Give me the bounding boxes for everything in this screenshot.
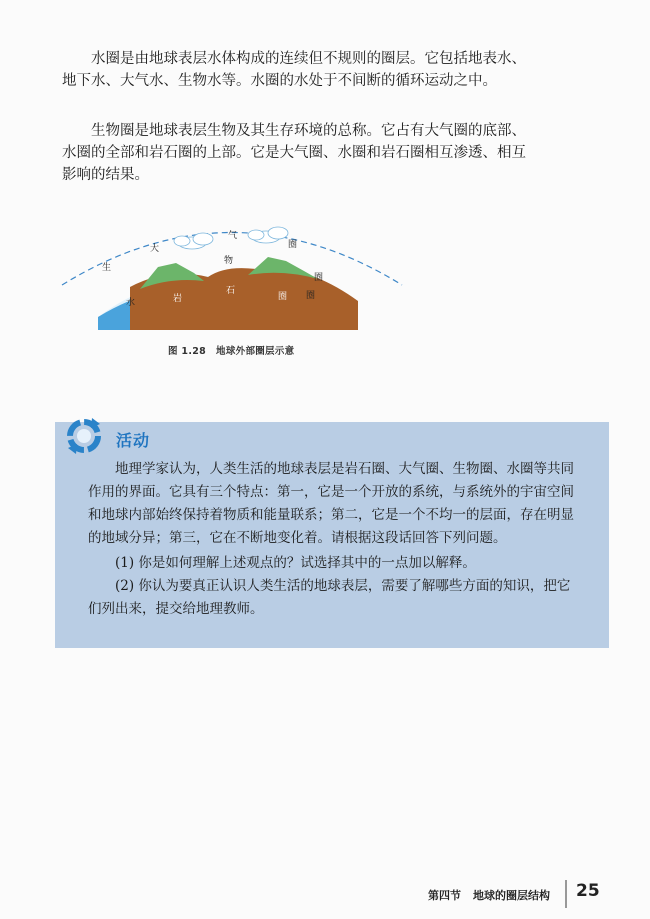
label-atmosphere-3: 圈 xyxy=(288,240,298,250)
label-biosphere-3: 圈 xyxy=(314,273,324,283)
footer-divider xyxy=(565,880,567,908)
label-lithosphere-3: 圈 xyxy=(278,292,288,302)
label-hydrosphere-1: 水 xyxy=(126,298,136,308)
page-number: 25 xyxy=(576,881,600,901)
paragraph-biosphere: 生物圈是地球表层生物及其生存环境的总称。它占有大气圈的底部、水圈的全部和岩石圈的上部。它是大气圈、水圈和岩石圈相互渗透、相互影响的结果。 xyxy=(62,123,526,183)
figure-number: 图 1.28 xyxy=(168,346,207,357)
label-lithosphere-1: 岩 xyxy=(173,294,183,304)
activity-title: 活动 xyxy=(116,431,151,450)
footer-chapter-title: 地球的圈层结构 xyxy=(473,889,550,902)
footer-section-number: 第四节 xyxy=(428,889,461,902)
label-hydrosphere-2: 圈 xyxy=(306,291,316,301)
footer-section-title xyxy=(428,887,562,903)
figure-caption xyxy=(168,343,304,357)
activity-intro: 地理学家认为，人类生活的地球表层是岩石圈、大气圈、生物圈、水圈等共同作用的界面。它具有三个特点：第一，它是一个开放的系统，与系统外的宇宙空间和地球内部始终保持着物质和能量联系；第二，它是一个不均一的层面，存在明显的地域分异；第三，它在不断地变化着。请根据这段话回答下列问题。 xyxy=(88,461,574,546)
label-biosphere-2: 物 xyxy=(224,256,234,266)
activity-question-1: (1) 你是如何理解上述观点的？试选择其中的一点加以解释。 xyxy=(115,555,476,571)
label-atmosphere-1: 大 xyxy=(150,244,160,254)
label-lithosphere-2: 石 xyxy=(226,286,236,296)
label-biosphere-1: 生 xyxy=(102,263,112,273)
label-atmosphere-2: 气 xyxy=(228,231,238,241)
figure-title: 地球外部圈层示意 xyxy=(216,346,295,357)
earth-spheres-figure xyxy=(58,205,406,330)
cloud-right xyxy=(248,227,288,243)
activity-cycle-icon xyxy=(62,414,106,458)
activity-question-2: (2) 你认为要真正认识人类生活的地球表层，需要了解哪些方面的知识，把它们列出来，提交给地理教师。 xyxy=(88,578,571,617)
paragraph-hydrosphere: 水圈是由地球表层水体构成的连续但不规则的圈层。它包括地表水、地下水、大气水、生物水等。水圈的水处于不间断的循环运动之中。 xyxy=(62,51,526,89)
